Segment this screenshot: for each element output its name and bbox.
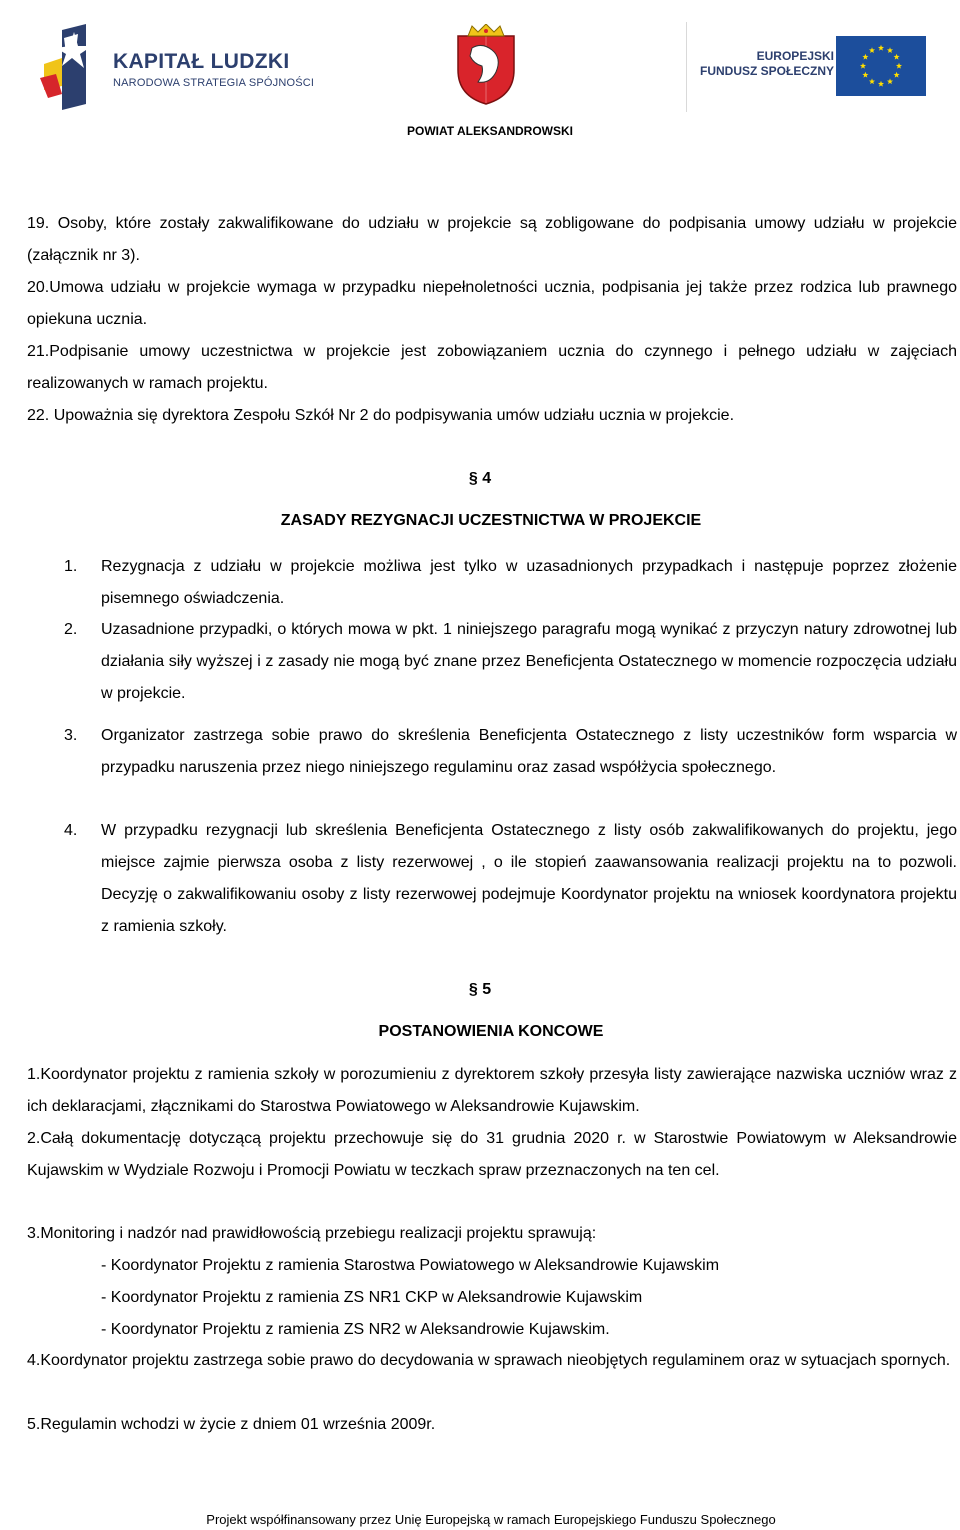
item-number: 1. — [64, 558, 78, 575]
monitoring-sub-item-1: - Koordynator Projektu z ramienia Starostwa Powiatowego w Aleksandrowie Kujawskim — [101, 1257, 720, 1274]
efs-text — [700, 49, 834, 79]
paragraph-5-5: 5.Regulamin wchodzi w życie z dniem 01 września 2009r. — [27, 1416, 436, 1433]
item-text: Rezygnacja z udziału w projekcie możliwa jest tylko w uzasadnionych przypadkach i następuje poprzez złożenie pisemnego oświadczenia. — [101, 558, 957, 607]
paragraph-5-2: 2.Całą dokumentację dotyczącą projektu przechowuje się do 31 grudnia 2020 r. w Starostwie Powiatowym w Aleksandrowie Kujawskim w Wydziale Rozwoju i Promocji Powiatu w teczkach spraw przeznaczonych na ten cel. — [27, 1130, 957, 1179]
paragraph-19: 19. Osoby, które zostały zakwalifikowane do udziału w projekcie są zobligowane do podpisania umowy udziału w projekcie (załącznik nr 3). — [27, 215, 957, 264]
efs-line2: FUNDUSZ SPOŁECZNY — [699, 64, 834, 78]
kapital-ludzki-title: KAPITAŁ LUDZKI — [113, 50, 290, 73]
item-number: 2. — [64, 621, 78, 638]
section-4-mark: § 4 — [468, 470, 492, 487]
monitoring-sub-item-2: - Koordynator Projektu z ramienia ZS NR1 CKP w Aleksandrowie Kujawskim — [101, 1289, 643, 1306]
paragraph-5-3: 3.Monitoring i nadzór nad prawidłowością przebiegu realizacji projektu sprawują: — [27, 1225, 597, 1242]
paragraph-22: 22. Upoważnia się dyrektora Zespołu Szkół Nr 2 do podpisywania umów udziału ucznia w projekcie. — [27, 407, 735, 424]
efs-line1: EUROPEJSKI — [756, 49, 834, 63]
section-4-title: ZASADY REZYGNACJI UCZESTNICTWA W PROJEKCIE — [280, 512, 702, 529]
efs-logo — [700, 36, 930, 98]
monitoring-sub-item-3: - Koordynator Projektu z ramienia ZS NR2 w Aleksandrowie Kujawskim. — [101, 1321, 610, 1338]
kapital-ludzki-logo-icon — [40, 24, 104, 112]
kapital-ludzki-subtitle: NARODOWA STRATEGIA SPÓJNOŚCI — [113, 77, 315, 89]
section-5-mark: § 5 — [468, 981, 492, 998]
item-number: 3. — [64, 727, 78, 744]
footer-text: Projekt współfinansowany przez Unię Europejską w ramach Europejskiego Funduszu Społecznego — [206, 1512, 776, 1527]
powiat-crest-icon — [452, 24, 520, 106]
kapital-ludzki-logo — [40, 24, 315, 112]
paragraph-5-1: 1.Koordynator projektu z ramienia szkoły w porozumieniu z dyrektorem szkoły przesyła listy zawierające nazwiska uczniów wraz z ich deklaracjami, złącznikami do Starostwa Powiatowego w Aleksandrowie Kujawskim. — [27, 1066, 957, 1115]
paragraph-21: 21.Podpisanie umowy uczestnictwa w projekcie jest zobowiązaniem ucznia do czynnego i pełnego udziału w zajęciach realizowanych w ramach projektu. — [27, 343, 957, 392]
item-text: Uzasadnione przypadki, o których mowa w pkt. 1 niniejszego paragrafu mogą wynikać z przyczyn natury zdrowotnej lub działania siły wyższej i z zasady nie mogą być znane przez Beneficjenta Ostatecznego w momencie rozpoczęcia udziału w projekcie. — [101, 621, 957, 702]
item-text: W przypadku rezygnacji lub skreślenia Beneficjenta Ostatecznego z listy osób zakwalifikowanych do projektu, jego miejsce zajmie pierwsza osoba z listy rezerwowej , o ile stopień zaawansowania realizacji projektu na to pozwoli. Decyzję o zakwalifikowaniu osoby z listy rezerwowej podejmuje Koordynator projektu na wniosek koordynatora projektu z ramienia szkoły. — [101, 822, 957, 935]
section-5-title: POSTANOWIENIA KONCOWE — [378, 1023, 604, 1040]
header-divider — [686, 22, 687, 112]
paragraph-20: 20.Umowa udziału w projekcie wymaga w przypadku niepełnoletności ucznia, podpisania jej także przez rodzica lub prawnego opiekuna ucznia. — [27, 279, 957, 328]
item-number: 4. — [64, 822, 78, 839]
powiat-caption: POWIAT ALEKSANDROWSKI — [407, 124, 573, 138]
paragraph-5-4: 4.Koordynator projektu zastrzega sobie prawo do decydowania w sprawach nieobjętych regulaminem oraz w sytuacjach spornych. — [27, 1352, 951, 1369]
item-text: Organizator zastrzega sobie prawo do skreślenia Beneficjenta Ostatecznego z listy uczestników form wsparcia w przypadku naruszenia przez niego niniejszego regulaminu oraz zasad współżycia społecznego. — [101, 727, 957, 776]
eu-flag-icon — [836, 36, 926, 96]
